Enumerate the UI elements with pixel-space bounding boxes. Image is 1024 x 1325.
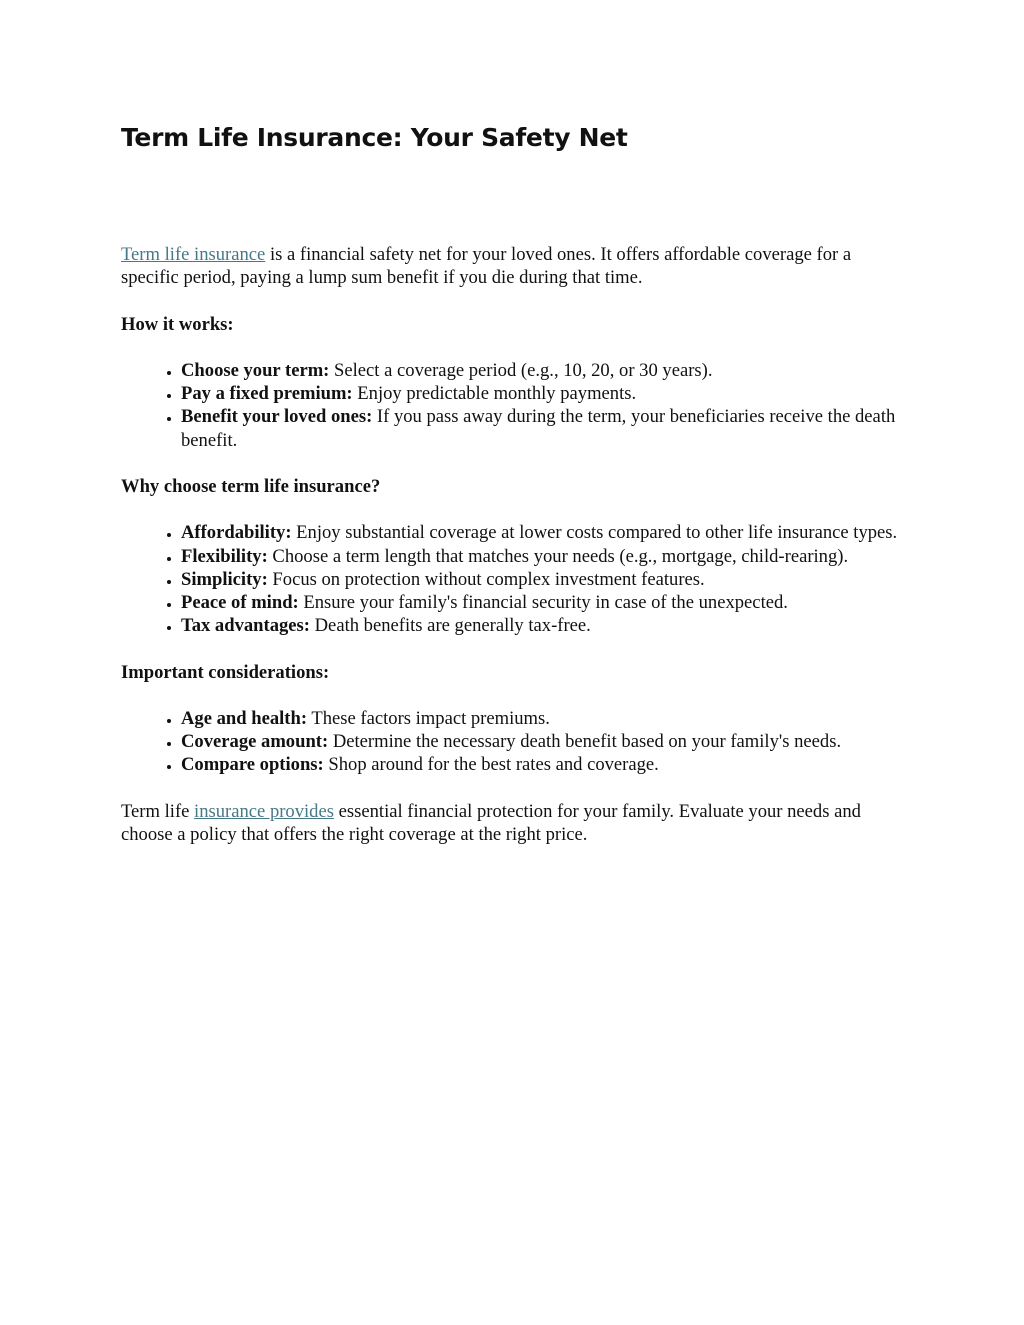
list-item — [181, 521, 911, 544]
section-heading: How it works: — [121, 313, 234, 335]
item-label: Compare options: — [181, 754, 324, 776]
how-it-works-list — [121, 359, 911, 452]
conclusion-text-end: essential financial protection for your family. Evaluate your needs and choose a policy that offers the right coverage at the right price. — [121, 800, 861, 845]
insurance-provides-link[interactable]: insurance provides — [194, 800, 334, 822]
item-label: Coverage amount: — [181, 731, 329, 753]
document-title: Term Life Insurance: Your Safety Net — [121, 123, 628, 152]
list-item — [181, 707, 911, 730]
item-label: Benefit your loved ones: — [181, 406, 373, 428]
list-item — [181, 359, 911, 382]
item-label: Tax advantages: — [181, 615, 310, 637]
intro-paragraph — [121, 243, 911, 289]
list-item — [181, 730, 911, 753]
term-life-insurance-link[interactable]: Term life insurance — [121, 244, 266, 265]
list-item — [181, 614, 911, 637]
item-text: Determine the necessary death benefit based on your family's needs. — [328, 731, 842, 753]
conclusion-paragraph — [121, 800, 911, 846]
item-label: Flexibility: — [181, 545, 268, 567]
why-choose-list — [121, 521, 911, 637]
conclusion-text-start: Term life — [121, 800, 195, 822]
item-text: Death benefits are generally tax-free. — [309, 615, 591, 637]
item-label: Age and health: — [181, 707, 308, 729]
list-item — [181, 591, 911, 614]
item-text: Shop around for the best rates and coverage. — [323, 754, 659, 776]
item-label: Peace of mind: — [181, 591, 299, 613]
intro-text: is a financial safety net for your loved ones. It offers affordable coverage for a specific period, paying a lump sum benefit if you die during that time. — [121, 244, 852, 289]
item-label: Affordability: — [181, 522, 292, 544]
item-text: Enjoy predictable monthly payments. — [352, 383, 637, 405]
item-label: Choose your term: — [181, 359, 330, 381]
section-heading: Why choose term life insurance? — [121, 475, 381, 497]
section-heading-why-choose — [121, 475, 911, 498]
section-heading: Important considerations: — [121, 661, 330, 683]
item-text: Ensure your family's financial security in case of the unexpected. — [298, 591, 788, 613]
considerations-list — [121, 707, 911, 777]
item-text: Choose a term length that matches your needs (e.g., mortgage, child-rearing). — [267, 545, 849, 567]
list-item — [181, 753, 911, 776]
list-item — [181, 382, 911, 405]
item-text: Enjoy substantial coverage at lower costs compared to other life insurance types. — [291, 522, 898, 544]
list-item — [181, 405, 911, 451]
item-text: If you pass away during the term, your beneficiaries receive the death benefit. — [181, 406, 896, 451]
item-text: These factors impact premiums. — [307, 707, 550, 729]
document-body — [121, 243, 911, 869]
list-item — [181, 545, 911, 568]
section-heading-considerations — [121, 661, 911, 684]
list-item — [181, 568, 911, 591]
item-text: Focus on protection without complex investment features. — [267, 568, 705, 590]
item-text: Select a coverage period (e.g., 10, 20, or 30 years). — [329, 359, 713, 381]
item-label: Simplicity: — [181, 568, 268, 590]
section-heading-how-it-works — [121, 313, 911, 336]
item-label: Pay a fixed premium: — [181, 383, 353, 405]
